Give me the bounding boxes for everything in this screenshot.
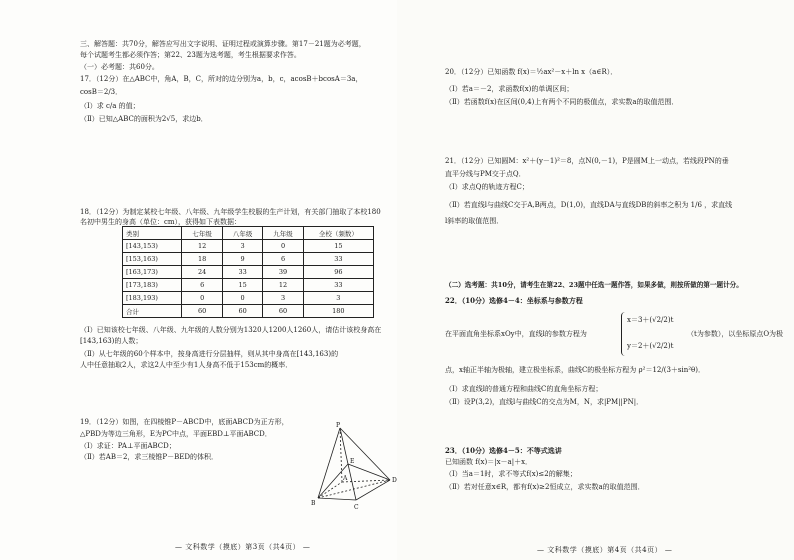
table-cell: [143,153) bbox=[123, 240, 182, 253]
required-heading: （一）必考题：共60分。 bbox=[80, 63, 159, 71]
q18-part2-b: 人中任意抽取2人，求这2人中至少有1人身高不低于153cm的概率． bbox=[80, 361, 293, 369]
fig-label-d: D bbox=[392, 477, 397, 484]
edge-bd bbox=[318, 480, 390, 498]
q21-part2-b: l斜率的取值范围． bbox=[445, 217, 504, 225]
q22-stem-tail: （t为参数），以坐标原点O为极 bbox=[687, 330, 784, 338]
table-row bbox=[123, 266, 374, 279]
table-cell: 15 bbox=[303, 240, 373, 253]
table-cell: 9 bbox=[222, 253, 262, 266]
fig-label-e: E bbox=[350, 458, 355, 465]
table-row bbox=[123, 279, 374, 292]
page-footer: — 文科数学（摸底）第4页（共4页） — bbox=[537, 546, 673, 554]
table-cell: 0 bbox=[263, 240, 303, 253]
table-header-row bbox=[123, 227, 374, 240]
table-cell: [163,173) bbox=[123, 266, 182, 279]
table-cell: 12 bbox=[263, 279, 303, 292]
edge-ad bbox=[342, 480, 390, 482]
fig-label-b: B bbox=[311, 500, 316, 507]
elective-heading: （二）选考题：共10分，请考生在第22、23题中任选一题作答，如果多做，则按所做的第一题计分。 bbox=[445, 281, 743, 289]
table-cell: [173,183) bbox=[123, 279, 182, 292]
q23-part1: （Ⅰ）当a＝1时，求不等式f(x)≤2的解集； bbox=[445, 470, 577, 478]
edge-bc bbox=[318, 498, 356, 500]
table-cell: 24 bbox=[182, 266, 222, 279]
table-cell: 96 bbox=[303, 266, 373, 279]
section-intro-line2: 每个试题考生都必须作答；第22、23题为选考题，考生根据要求作答。 bbox=[80, 51, 301, 59]
table-cell: 0 bbox=[182, 292, 222, 305]
table-row bbox=[123, 253, 374, 266]
param-brace bbox=[621, 312, 626, 356]
table-cell: 3 bbox=[222, 240, 262, 253]
q19-part1: （Ⅰ）求证：PA⊥平面ABCD； bbox=[80, 442, 176, 450]
table-cell: 60 bbox=[182, 305, 222, 318]
table-cell: 15 bbox=[222, 279, 262, 292]
table-cell: 3 bbox=[263, 292, 303, 305]
q18-part2: （Ⅱ）从七年级的60个样本中，按身高进行分层抽样，则从其中身高在[143,163)的 bbox=[80, 350, 339, 358]
table-header-cell: 类别 bbox=[123, 227, 182, 240]
table-cell: 60 bbox=[222, 305, 262, 318]
q18-stem: 18．（12分）为制定某校七年级、八年级、九年级学生校服的生产计划，有关部门抽取了本校180 bbox=[80, 208, 381, 216]
table-cell: 33 bbox=[303, 279, 373, 292]
q18-part1: （Ⅰ）已知该校七年级、八年级、九年级的人数分别为1320人1200人1260人，请估计该校身高在 bbox=[80, 326, 382, 334]
q23-stem: 已知函数 f(x)＝|x－a|＋x． bbox=[445, 458, 533, 466]
page-footer: — 文科数学（摸底）第3页（共4页） — bbox=[175, 543, 311, 551]
section-intro-line1: 三、解答题：共70分，解答应写出文字说明、证明过程或演算步骤。第17－21题为必考题， bbox=[80, 40, 366, 48]
q22-stem: 在平面直角坐标系xOy中，直线l的参数方程为 bbox=[445, 330, 587, 338]
q17-part1: （Ⅰ）求 c/a 的值； bbox=[80, 102, 140, 110]
exam-page-4 bbox=[397, 0, 794, 560]
fig-label-c: C bbox=[354, 504, 359, 510]
table-cell: 39 bbox=[263, 266, 303, 279]
edge-cd bbox=[356, 480, 390, 500]
q23-part2: （Ⅱ）若对任意x∈R，都有f(x)≥2恒成立，求实数a的取值范围． bbox=[445, 483, 645, 491]
q22-part2: （Ⅱ）设P(3,2)，直线l与曲线C的交点为M，N，求|PM||PN|． bbox=[445, 398, 644, 406]
q17-stem: 17．（12分）在△ABC中，角A，B，C，所对的边分别为a，b，c，acosB＋bcosA＝3a， bbox=[80, 75, 363, 83]
fig-label-p: P bbox=[336, 422, 341, 429]
table-header-cell: 八年级 bbox=[222, 227, 262, 240]
table-cell: [153,163) bbox=[123, 253, 182, 266]
q18-stem-2: 名初中男生的身高（单位：cm），获得如下表数据： bbox=[80, 218, 242, 226]
q19-part2: （Ⅱ）若AB＝2，求三棱锥P－BED的体积． bbox=[80, 453, 218, 461]
q22-part1: （Ⅰ）求直线l的普通方程和曲线C的直角坐标方程； bbox=[445, 385, 603, 393]
edge-ed bbox=[348, 464, 390, 480]
q22-stem-2: 点，x轴正半轴为极轴，建立极坐标系，曲线C的极坐标方程为 ρ²＝12/(3＋sin²θ)． bbox=[445, 366, 705, 374]
table-cell: 12 bbox=[182, 240, 222, 253]
table-header-cell: 九年级 bbox=[263, 227, 303, 240]
table-cell: 6 bbox=[182, 279, 222, 292]
table-cell: 18 bbox=[182, 253, 222, 266]
edge-pb bbox=[318, 428, 340, 498]
q22-title: 22．（10分）选修4－4：坐标系与参数方程 bbox=[445, 296, 583, 305]
height-table bbox=[122, 226, 374, 318]
q21-stem: 21．（12分）已知圆M：x²＋(y－1)²＝8，点N(0,－1)，P是圆M上一动点，若线段PN的垂 bbox=[445, 157, 729, 165]
fig-label-a: A bbox=[343, 475, 348, 482]
table-row bbox=[123, 292, 374, 305]
table-cell: 3 bbox=[303, 292, 373, 305]
table-cell: 33 bbox=[303, 253, 373, 266]
q21-stem-2: 直平分线与PM交于点Q． bbox=[445, 170, 526, 178]
table-row bbox=[123, 305, 374, 318]
q21-part2: （Ⅱ）若直线l与曲线C交于A,B两点，D(1,0)，直线DA与直线DB的斜率之积为 1/6 ，求直线 bbox=[445, 201, 733, 209]
edge-pd bbox=[340, 428, 390, 480]
param-eq-y: y＝2＋(√2/2)t bbox=[627, 342, 674, 350]
q19-stem: 19．（12分）如图，在四棱锥P－ABCD中，底面ABCD为正方形， bbox=[80, 418, 289, 426]
table-cell: 60 bbox=[263, 305, 303, 318]
pyramid-figure bbox=[308, 420, 400, 510]
table-cell: 180 bbox=[303, 305, 373, 318]
table-cell: 33 bbox=[222, 266, 262, 279]
q17-stem-2: cosB＝2/3． bbox=[80, 88, 123, 96]
table-cell: 0 bbox=[222, 292, 262, 305]
table-header-cell: 全校（频数） bbox=[303, 227, 373, 240]
param-eq-x: x＝3＋(√2/2)t bbox=[627, 316, 674, 324]
q20-part2: （Ⅱ）若函数f(x)在区间(0,4)上有两个不同的极值点，求实数a的取值范围． bbox=[445, 98, 679, 106]
q17-part2: （Ⅱ）已知△ABC的面积为2√5，求边b． bbox=[80, 115, 208, 123]
q23-title: 23．（10分）选修4－5：不等式选讲 bbox=[445, 446, 562, 455]
q18-part1-b: [143,163)的人数； bbox=[80, 337, 143, 345]
q19-stem-2: △PBD为等边三角形，E为PC中点，平面EBD⊥平面ABCD． bbox=[80, 430, 272, 438]
table-row bbox=[123, 240, 374, 253]
table-cell: [183,193) bbox=[123, 292, 182, 305]
table-header-cell: 七年级 bbox=[182, 227, 222, 240]
table-cell: 合计 bbox=[123, 305, 182, 318]
table-cell: 6 bbox=[263, 253, 303, 266]
q20-stem: 20．（12分）已知函数 f(x)＝½ax²－x＋ln x（a∈R）． bbox=[445, 68, 618, 76]
q20-part1: （Ⅰ）若a＝－2，求函数f(x)的单调区间； bbox=[445, 85, 574, 93]
q21-part1: （Ⅰ）求点Q的轨迹方程C； bbox=[445, 183, 529, 191]
